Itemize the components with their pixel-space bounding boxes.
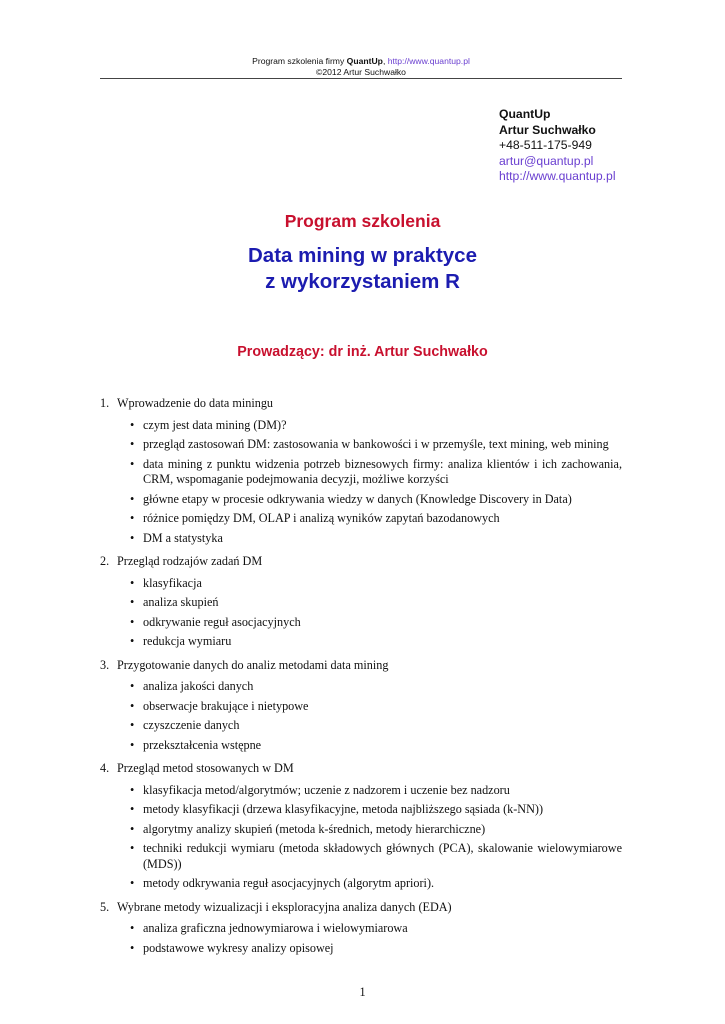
list-item: • główne etapy w procesie odkrywania wiedzy w danych (Knowledge Discovery in Data): [100, 492, 622, 508]
contact-email-link[interactable]: artur@quantup.pl: [499, 153, 594, 168]
program-outline: [100, 396, 622, 964]
list-item: • odkrywanie reguł asocjacyjnych: [100, 615, 622, 631]
contact-website-link[interactable]: http://www.quantup.pl: [499, 169, 616, 183]
section-title: Wybrane metody wizualizacji i eksploracyjna analiza danych (EDA): [117, 899, 452, 914]
outline-section: [100, 761, 622, 892]
section-heading: [100, 900, 622, 916]
section-number: 2.: [100, 554, 110, 568]
header-url-link[interactable]: http://www.quantup.pl: [387, 56, 470, 66]
section-title: Przygotowanie danych do analiz metodami data mining: [117, 657, 389, 672]
bullet-list: [100, 921, 622, 956]
list-item: • analiza skupień: [100, 595, 622, 611]
header-company: QuantUp: [346, 56, 383, 66]
list-item: • czym jest data mining (DM)?: [100, 418, 622, 434]
list-item: • algorytmy analizy skupień (metoda k-średnich, metody hierarchiczne): [100, 822, 622, 838]
list-item: • analiza graficzna jednowymiarowa i wielowymiarowa: [100, 921, 622, 937]
list-item: • podstawowe wykresy analizy opisowej: [100, 941, 622, 957]
section-number: 4.: [100, 761, 110, 775]
section-title: Wprowadzenie do data miningu: [117, 396, 274, 410]
section-heading: [100, 761, 622, 777]
contact-company: QuantUp: [499, 107, 551, 121]
header-line-1: [100, 56, 622, 67]
list-item: • przekształcenia wstępne: [100, 738, 622, 754]
header-separator: ,: [382, 56, 388, 66]
list-item: • klasyfikacja: [100, 576, 622, 592]
list-item: • różnice pomiędzy DM, OLAP i analizą wyników zapytań bazodanowych: [100, 511, 622, 527]
list-item: • czyszczenie danych: [100, 718, 622, 734]
contact-phone: +48-511-175-949: [499, 138, 592, 152]
contact-name: Artur Suchwałko: [499, 122, 596, 137]
header-copyright: ©2012 Artur Suchwałko: [316, 67, 406, 77]
list-item: • klasyfikacja metod/algorytmów; uczenie z nadzorem i uczenie bez nadzoru: [100, 783, 622, 799]
list-item: • DM a statystyka: [100, 531, 622, 547]
list-item: • przegląd zastosowań DM: zastosowania w bankowości i w przemyśle, text mining, web mining: [100, 437, 622, 453]
list-item: • redukcja wymiaru: [100, 634, 622, 650]
main-title-line-1: Data mining w praktyce: [248, 244, 477, 267]
main-title-line-2: z wykorzystaniem R: [265, 270, 460, 293]
section-heading: [100, 658, 622, 674]
list-item: • techniki redukcji wymiaru (metoda składowych głównych (PCA), skalowanie wielowymiarowe (MDS)): [100, 841, 622, 872]
list-item: • metody odkrywania reguł asocjacyjnych (algorytm apriori).: [100, 876, 622, 892]
outline-section: [100, 658, 622, 754]
header-divider: [100, 78, 622, 79]
list-item: • analiza jakości danych: [100, 679, 622, 695]
list-item: • data mining z punktu widzenia potrzeb biznesowych firmy: analiza klientów i ich zachowania, CRM, wspomaganie podejmowania decyzji, możliwe korzyści: [100, 457, 622, 488]
section-number: 1.: [100, 396, 110, 410]
program-title: Program szkolenia: [284, 211, 441, 231]
section-heading: [100, 554, 622, 570]
bullet-list: [100, 418, 622, 547]
outline-section: [100, 900, 622, 957]
outline-section: [100, 554, 622, 650]
contact-block: [499, 107, 616, 185]
bullet-list: [100, 576, 622, 650]
bullet-list: [100, 783, 622, 892]
instructor-line: Prowadzący: dr inż. Artur Suchwałko: [237, 344, 488, 360]
list-item: • obserwacje brakujące i nietypowe: [100, 699, 622, 715]
section-heading: [100, 396, 622, 412]
section-title: Przegląd rodzajów zadań DM: [117, 554, 263, 568]
bullet-list: [100, 679, 622, 753]
page-header: [100, 56, 622, 78]
section-number: 3.: [100, 657, 110, 672]
page-number: 1: [359, 985, 366, 999]
section-number: 5.: [100, 899, 110, 914]
outline-section: [100, 396, 622, 546]
main-title: [0, 243, 725, 295]
section-title: Przegląd metod stosowanych w DM: [117, 761, 294, 775]
list-item: • metody klasyfikacji (drzewa klasyfikacyjne, metoda najbliższego sąsiada (k-NN)): [100, 802, 622, 818]
header-prefix: Program szkolenia firmy: [252, 56, 347, 66]
